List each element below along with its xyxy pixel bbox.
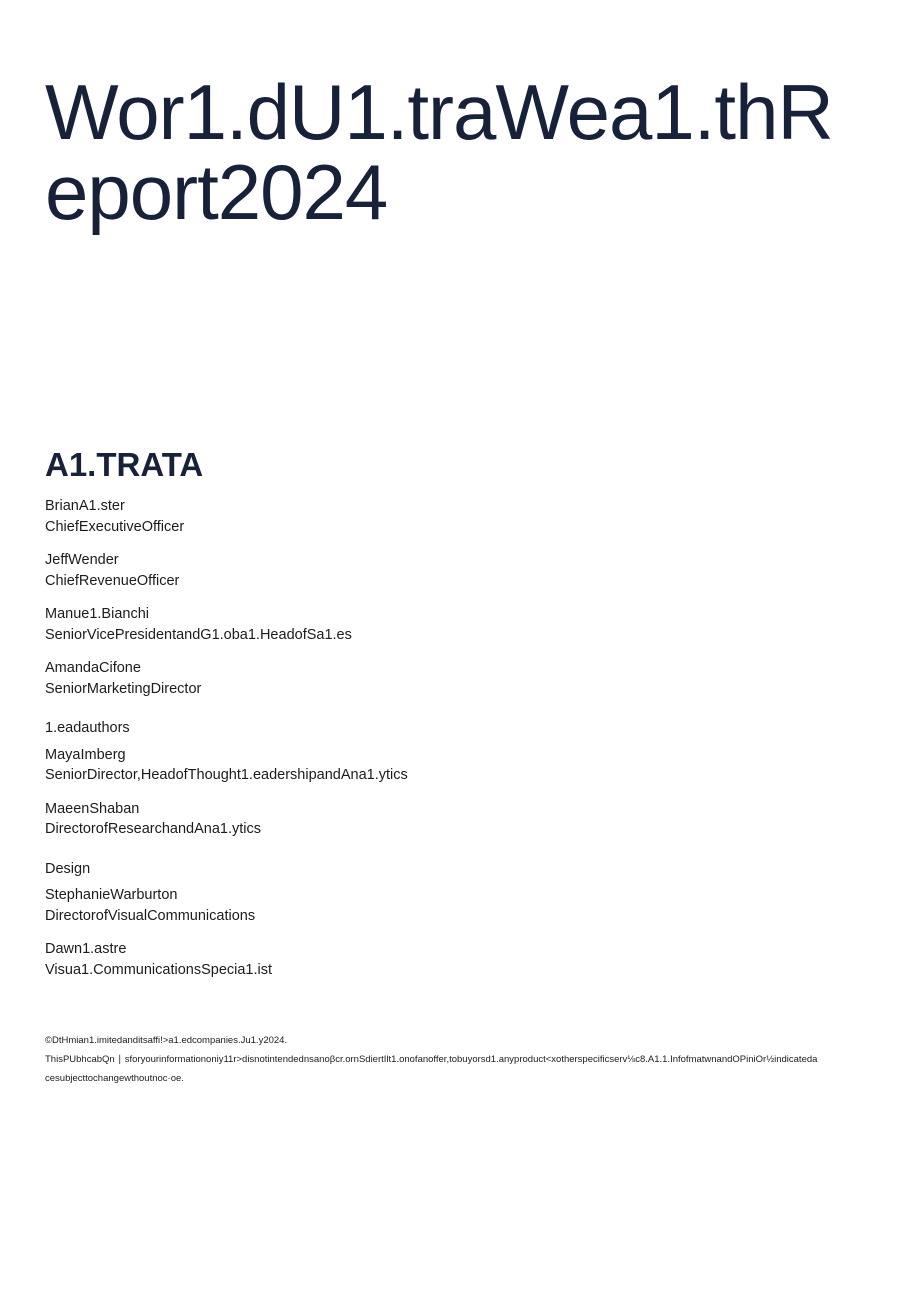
report-title: Wor1.dU1.traWea1.thReport2024 bbox=[45, 68, 833, 236]
person-name: MaeenShaban bbox=[45, 800, 140, 817]
legal-footer bbox=[45, 1031, 875, 1088]
person-role: SeniorVicePresidentandG1.oba1.HeadofSa1.es bbox=[45, 626, 352, 643]
executive-entry bbox=[45, 604, 865, 645]
lead-author-entry bbox=[45, 745, 865, 786]
design-entry bbox=[45, 939, 865, 980]
person-name: Manue1.Bianchi bbox=[45, 606, 149, 622]
person-name: JeffWender bbox=[45, 552, 119, 568]
executive-entry bbox=[45, 496, 865, 537]
company-name: A1.TRATA bbox=[45, 446, 204, 483]
design-heading: Design bbox=[45, 860, 91, 877]
executive-entry bbox=[45, 658, 865, 699]
person-role: ChiefRevenueOfficer bbox=[45, 572, 180, 589]
person-name: Dawn1.astre bbox=[45, 941, 127, 957]
design-entry bbox=[45, 885, 865, 926]
copyright-notice: ©DtHmian1.imitedanditsaffi!>a1.edcompanies.Ju1.y2024. bbox=[45, 1035, 288, 1046]
disclaimer-line: ThisPUbhcabQn ∣ sforyourinformationoniy11r>disnotintendednsanoβcr.ornSdiertIlt1.onofanoffer,tobuyorsd1.anyproduct<xotherspecificserv⅛c8.A1.1.InfofmatwnandOPiniOr½indicateda bbox=[45, 1054, 818, 1065]
disclaimer-line: cesubjecttochangewthoutnoc·oe. bbox=[45, 1073, 184, 1084]
person-role: SeniorDirector,HeadofThought1.eadershipandAna1.ytics bbox=[45, 767, 408, 783]
executive-entry bbox=[45, 550, 865, 591]
person-role: Visua1.CommunicationsSpecia1.ist bbox=[45, 961, 273, 978]
person-name: AmandaCifone bbox=[45, 660, 141, 676]
person-role: ChiefExecutiveOfficer bbox=[45, 518, 185, 535]
person-role: DirectorofVisualCommunications bbox=[45, 907, 256, 924]
person-name: MayaImberg bbox=[45, 746, 126, 763]
person-name: StephanieWarburton bbox=[45, 887, 178, 903]
credits-section bbox=[45, 496, 865, 993]
person-role: SeniorMarketingDirector bbox=[45, 680, 202, 697]
person-name: BrianA1.ster bbox=[45, 498, 125, 514]
person-role: DirectorofResearchandAna1.ytics bbox=[45, 821, 261, 837]
lead-authors-heading: 1.eadauthors bbox=[45, 720, 130, 736]
lead-author-entry bbox=[45, 799, 865, 840]
